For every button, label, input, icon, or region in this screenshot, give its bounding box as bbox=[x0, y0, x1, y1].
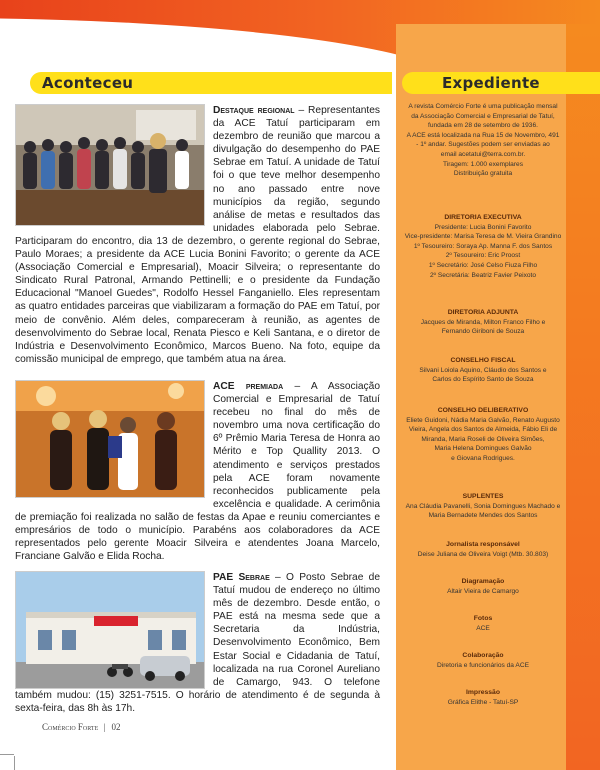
article-kicker: Destaque regional bbox=[213, 105, 295, 116]
block-line: Jacques de Miranda, Milton Franco Filho e bbox=[420, 318, 546, 326]
block-line: Silvani Loiola Aquino, Cláudio dos Santos e bbox=[419, 366, 547, 374]
article-destaque-regional bbox=[15, 104, 380, 366]
expediente-intro-line: Tiragem: 1.000 exemplares bbox=[442, 160, 524, 168]
block-line: 2º Secretária: Beatriz Favier Peixoto bbox=[429, 271, 537, 279]
block-line: Gráfica Elithe - Tatuí-SP bbox=[447, 698, 519, 706]
block-line: Carlos do Espírito Santo de Souza bbox=[432, 376, 534, 384]
conselho-deliberativo-block bbox=[398, 406, 568, 464]
crop-mark bbox=[14, 756, 15, 770]
expediente-intro-line: fundada em 28 de setembro de 1936. bbox=[428, 122, 538, 130]
colaboracao-block bbox=[398, 651, 568, 670]
expediente-intro-line: email acetatui@terra.com.br. bbox=[440, 150, 526, 158]
block-line: Eliete Guidoni, Nádia Maria Galvão, Renato Augusto bbox=[406, 416, 560, 424]
aconteceu-title: Aconteceu bbox=[42, 74, 134, 92]
block-title: Impressão bbox=[465, 689, 500, 696]
expediente-intro-line: - 1º andar. Sugestões podem ser enviadas ao bbox=[416, 141, 550, 149]
diretoria-adjunta-block bbox=[398, 308, 568, 337]
expediente-intro-line: da Associação Comercial e Empresarial de Tatuí, bbox=[411, 112, 555, 120]
block-title: CONSELHO FISCAL bbox=[450, 357, 516, 364]
block-title: DIRETORIA ADJUNTA bbox=[447, 309, 519, 316]
impressao-block bbox=[398, 688, 568, 707]
footer-separator: | bbox=[103, 722, 106, 732]
block-line: Deise Juliana de Oliveira Voigt (Mtb. 30.803) bbox=[417, 550, 549, 558]
diagramacao-block bbox=[398, 577, 568, 596]
expediente-side-stripe bbox=[566, 24, 600, 770]
crop-mark bbox=[0, 754, 14, 755]
expediente-intro bbox=[398, 102, 568, 179]
article-ace-premiada bbox=[15, 380, 380, 563]
article-pae-sebrae bbox=[15, 571, 380, 715]
block-title: Fotos bbox=[473, 615, 493, 622]
expediente-intro-line: A ACE está localizada na Rua 15 de Novembro, 491 bbox=[406, 131, 560, 139]
fotos-block bbox=[398, 614, 568, 633]
article-kicker: ACE premiada bbox=[213, 381, 284, 392]
diretoria-executiva-block bbox=[398, 213, 568, 280]
expediente-intro-line: A revista Comércio Forte é uma publicação mensal bbox=[408, 103, 558, 110]
article-body: – Representantes da ACE Tatuí participaram em dezembro de reunião que marcou a divulgação do desempenho do PAE Sebrae em Tatuí. A unidade de Tatuí foi o que teve melhor desempenho no ano passado entre nove municípios da região, segundo análise de metas e resultados das unidades elaborada pelo Sebrae. Participaram do encontro, dia 13 de dezembro, o gerente regional do Sebrae, Paulo Moraes; a presidente da ACE Lucia Bonini Favorito; o gerente da ACE (Associação Comercial e Empresarial), Moacir Silveira; o representante do Sindicato Rural Patronal, Armando Pettinelli; e o presidente da Fundação Educacional "Manoel Guedes", Rodolfo Hessel Fanganiello. Eles representam as quatro entidades parceiras que viabilizaram a formação do PAE em Tatuí, por meio de convênio. Além deles, compareceram à reunião, as agentes de desenvolvimento do Sebrae local, Renata Piesco e Keli Santana, e o diretor de Indústria e Desenvolvimento Econômico, Marcos Bueno. Na foto, equipe da comissão municipal de emprego, que também atua na área. bbox=[15, 105, 380, 365]
conselho-fiscal-block bbox=[398, 356, 568, 385]
block-line: Fernando Giriboni de Souza bbox=[441, 328, 525, 336]
block-line: Altair Vieira de Camargo bbox=[447, 587, 519, 595]
block-line: Diretoria e funcionários da ACE bbox=[437, 661, 529, 669]
block-line: Vieira, Angela dos Santos de Almeida, Fábio Eli de bbox=[408, 426, 558, 434]
block-title: SUPLENTES bbox=[462, 493, 504, 500]
block-line: Ana Cláudia Pavanelli, Sonia Domingues Machado e bbox=[405, 502, 561, 510]
block-line: 1º Tesoureiro: Soraya Ap. Manna F. dos Santos bbox=[413, 242, 553, 250]
footer-magazine-name: Comércio Forte bbox=[42, 722, 99, 732]
block-line: Maria Helena Domingues Galvão bbox=[434, 445, 532, 453]
block-line: Presidente: Lucia Bonini Favorito bbox=[434, 223, 532, 231]
block-title: Diagramação bbox=[461, 578, 505, 585]
block-line: e Giovana Rodrigues. bbox=[451, 454, 515, 462]
expediente-title: Expediente bbox=[442, 74, 540, 92]
article-kicker: PAE Sebrae bbox=[213, 572, 270, 583]
article-body: – O Posto Sebrae de Tatuí mudou de endereço no último mês de dezembro. Desde então, o PAE está na mesma sede que a Secretaria da Indústria, Desenvolvimento Econômico, Bem Estar Social e Cidadania de Tatuí, localizada na rua Coronel Aureliano de Camargo, 943. O telefone também mudou: (15) 3251-7515. O horário de atendimento é de segunda à sexta-feira, das 8h às 17h. bbox=[15, 572, 380, 714]
footer-page-number: 02 bbox=[111, 722, 121, 732]
expediente-intro-line: Distribuição gratuita bbox=[453, 170, 513, 178]
block-title: DIRETORIA EXECUTIVA bbox=[444, 214, 522, 221]
block-line: Maria Bernadete Mendes dos Santos bbox=[428, 512, 538, 520]
block-line: Vice-presidente: Marisa Teresa de M. Vieira Grandino bbox=[404, 233, 562, 241]
block-title: CONSELHO DELIBERATIVO bbox=[437, 407, 529, 414]
block-line: 2º Tesoureiro: Eric Proost bbox=[445, 252, 521, 260]
page-footer bbox=[42, 722, 121, 732]
block-line: ACE bbox=[476, 624, 490, 632]
suplentes-block bbox=[398, 492, 568, 521]
block-line: 1º Secretário: José Celso Fiuza Filho bbox=[428, 261, 538, 269]
block-title: Colaboração bbox=[462, 652, 504, 659]
jornalista-block bbox=[398, 540, 568, 559]
block-line: Miranda, Maria Roseli de Oliveira Simões, bbox=[421, 435, 545, 443]
block-title: Jornalista responsável bbox=[446, 541, 520, 548]
article-body: – A Associação Comercial e Empresarial de Tatuí recebeu no final do mês de novembro uma nova certificação do 6º Prêmio Maria Teresa de Honra ao Mérito e Top Quallity 2013. O atendimento e serviços prestados pela ACE foram novamente reconhecidos publicamente pela excelência e qualidade. A cerimônia de premiação foi realizada no salão de festas da Apae e reuniu comerciantes e empresários de todo o município. Parabéns aos colaboradores da ACE representados pelo gerente Moacir Silveira e atendentes Joana Marcelo, Franciane Galvão e Elida Rocha. bbox=[15, 381, 380, 563]
